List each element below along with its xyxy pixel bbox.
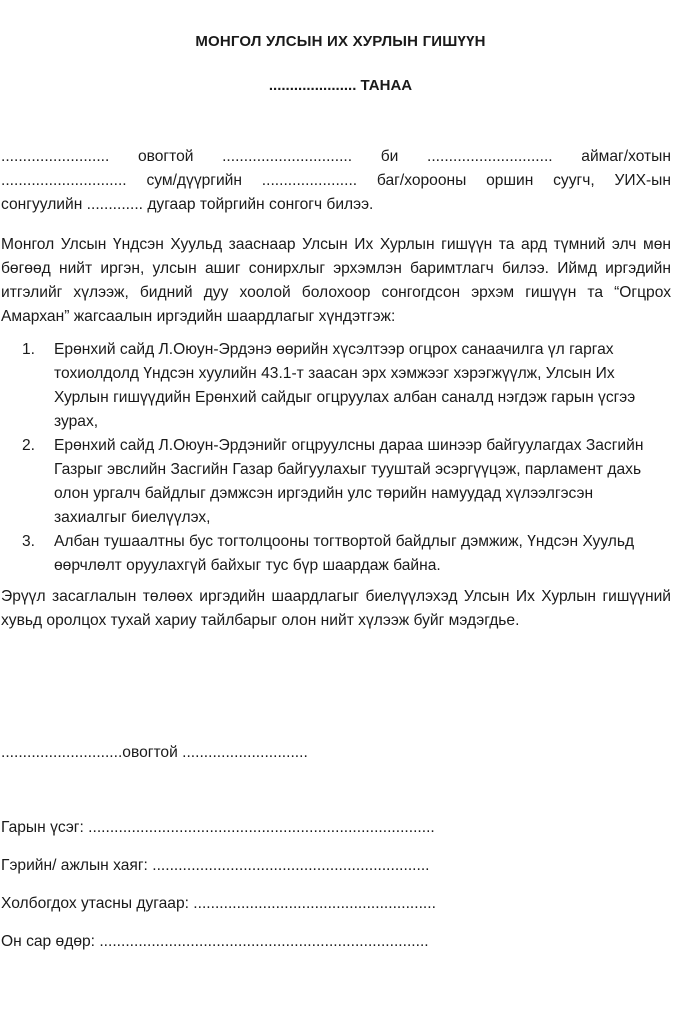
signature-field-signature: [1, 818, 435, 838]
list-item-number: 1.: [22, 341, 36, 358]
document-subtitle: ..................... ТАНАА: [268, 77, 413, 94]
field-label: Он сар өдөр:: [1, 933, 95, 950]
list-item: [22, 530, 670, 578]
signature-field-phone: [1, 894, 436, 914]
field-dots: ............................................................................: [99, 933, 429, 950]
demands-list: [22, 338, 670, 578]
signature-name-line: ............................овогтой .............................: [1, 744, 308, 761]
field-dots: ........................................................: [193, 895, 436, 912]
list-item-text: Ерөнхий сайд Л.Оюун-Эрдэнийг огцруулсны дараа шинээр байгуулагдах Засгийн Газрыг эвслийн Засгийн Газар байгуулахыг тууштай эсэргүүцэж, парламент дахь олон ургалч байдлыг дэмжсэн иргэдийн улс төрийн намуудад хүлээлгэсэн захиалгыг биелүүлэх,: [54, 437, 644, 526]
intro-line-3: сонгуулийн ............. дугаар тойргийн сонгогч билээ.: [1, 196, 374, 213]
closing-paragraph: Эрүүл засаглалын төлөөх иргэдийн шаардлагыг биелүүлэхэд Улсын Их Хурлын гишүүний хувьд оролцох тухай хариу тайлбарыг олон нийт хүлээж буйг мэдэгдье.: [1, 588, 671, 629]
field-dots: ................................................................................: [88, 819, 435, 836]
intro-line-2: ............................. сум/дүүргийн ...................... баг/хорооны оршин суугч, УИХ-ын: [1, 172, 671, 189]
document-title: МОНГОЛ УЛСЫН ИХ ХУРЛЫН ГИШҮҮН: [195, 33, 486, 50]
list-item-text: Ерөнхий сайд Л.Оюун-Эрдэнэ өөрийн хүсэлтээр огцрох санаачилга үл гаргах тохиолдолд Үндсэн хуулийн 43.1-т заасан эрх хэмжээг хэрэгжүүлж, Улсын Их Хурлын гишүүдийн Ерөнхий сайдыг огцруулах албан саналд нэгдэж гарын үсгээ зурах,: [54, 341, 636, 430]
intro-paragraph: [1, 145, 671, 217]
field-label: Гарын үсэг:: [1, 819, 84, 836]
field-dots: ................................................................: [152, 857, 430, 874]
list-item-number: 3.: [22, 533, 36, 550]
list-item-text: Албан тушаалтны бус тогтолцооны тогтвортой байдлыг дэмжиж, Үндсэн Хуульд өөрчлөлт оруулахгүй байхыг тус бүр шаардаж байна.: [54, 533, 635, 574]
list-item: [22, 434, 670, 530]
signature-field-address: [1, 856, 430, 876]
list-item-number: 2.: [22, 437, 36, 454]
body-paragraph: Монгол Улсын Үндсэн Хуульд зааснаар Улсын Их Хурлын гишүүн та ард түмний элч мөн бөгөөд нийт иргэн, улсын ашиг сонирхлыг эрхэмлэн баримтлагч билээ. Иймд иргэдийн итгэлийг хүлээж, бидний дуу хоолой болохоор сонгогдсон эрхэм гишүүн та “Огцрох Амархан” жагсаалын иргэдийн шаардлагыг хүндэтгэж:: [1, 236, 671, 325]
signature-field-date: [1, 932, 429, 952]
intro-line-1: ......................... овогтой .............................. би ............................. аймаг/хотын: [1, 148, 671, 165]
field-label: Гэрийн/ ажлын хаяг:: [1, 857, 148, 874]
list-item: [22, 338, 670, 434]
field-label: Холбогдох утасны дугаар:: [1, 895, 189, 912]
